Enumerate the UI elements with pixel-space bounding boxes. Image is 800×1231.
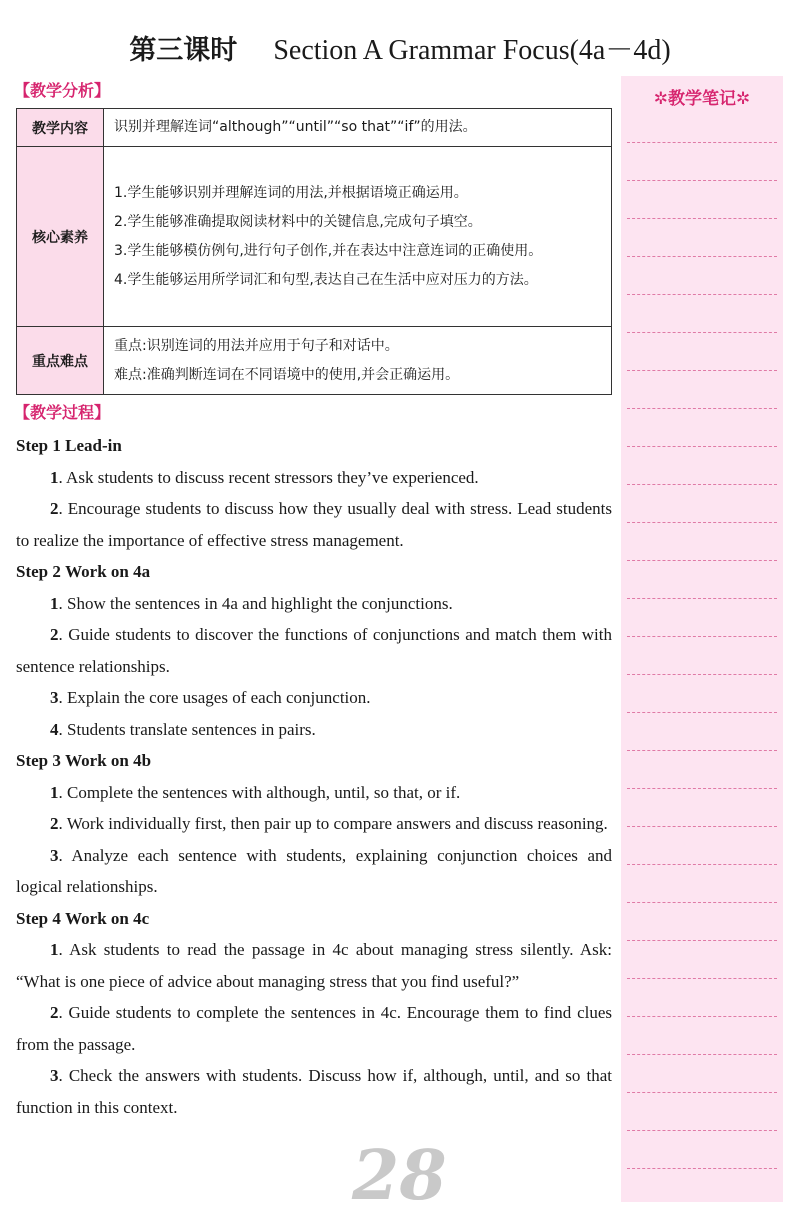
row-line: 2.学生能够准确提取阅读材料中的关键信息,完成句子填空。 [114,213,482,230]
notes-line [627,902,777,903]
notes-line [627,142,777,143]
teaching-process [16,430,612,1123]
row-label: 重点难点 [17,327,104,395]
notes-line [627,370,777,371]
notes-line [627,294,777,295]
step-heading [16,903,612,935]
table-row [17,109,612,147]
notes-line [627,1092,777,1093]
row-content [104,147,612,327]
step-item: 3. Analyze each sentence with students, explaining conjunction choices and logical relationships. [16,845,612,896]
notes-line [627,864,777,865]
step-item: 3. Check the answers with students. Discuss how if, although, until, and so that function in this context. [16,1066,612,1117]
step-label: Step 2 [16,562,61,581]
step-item: 4. Students translate sentences in pairs. [50,719,316,739]
notes-column [621,76,783,1202]
step-item: 3. Explain the core usages of each conjunction. [50,688,371,707]
notes-line [627,674,777,675]
row-label: 教学内容 [17,109,104,147]
step-heading [16,745,612,777]
step-item: 2. Work individually first, then pair up to compare answers and discuss reasoning. [50,814,608,833]
lesson-title [0,28,800,68]
notes-line [627,484,777,485]
analysis-heading: 【教学分析】 [14,81,111,100]
step-label: Step 3 [16,751,61,770]
notes-line [627,826,777,827]
notes-line [627,712,777,713]
row-line: 4.学生能够运用所学词汇和句型,表达自己在生活中应对压力的方法。 [114,271,538,288]
notes-line [627,180,777,181]
step-heading [16,430,612,462]
process-heading: 【教学过程】 [14,403,111,422]
notes-line [627,788,777,789]
step-item: 1. Show the sentences in 4a and highlight the conjunctions. [50,593,453,613]
notes-line [627,408,777,409]
step-title: Work on 4a [65,562,151,581]
row-content [104,327,612,395]
table-row [17,147,612,327]
step-item: 2. Guide students to complete the sentences in 4c. Encourage them to find clues from the passage. [16,1003,612,1054]
step-item: 2. Encourage students to discuss how they usually deal with stress. Lead students to realize the importance of effective stress management. [16,499,612,550]
row-line: 1.学生能够识别并理解连词的用法,并根据语境正确运用。 [114,184,468,201]
notes-line [627,332,777,333]
row-content [104,109,612,147]
step-item: 1. Complete the sentences with although, until, so that, or if. [50,782,461,802]
notes-line [627,522,777,523]
notes-line [627,560,777,561]
notes-line [627,1168,777,1169]
notes-line [627,978,777,979]
step-label: Step 4 [16,908,61,928]
step-title: Lead-in [65,436,122,455]
table-row [17,327,612,395]
row-label: 核心素养 [17,147,104,327]
analysis-table [16,108,612,395]
step-item: 2. Guide students to discover the functions of conjunctions and match them with sentence relationships. [16,625,612,676]
notes-heading: ✲教学笔记✲ [653,89,751,109]
step-title: Work on 4c [65,908,150,928]
step-label: Step 1 [16,436,61,455]
notes-line [627,218,777,219]
lesson-title-en: Section A Grammar Focus(4a－4d) [273,35,671,66]
notes-line [627,1130,777,1131]
step-item: 1. Ask students to read the passage in 4c about managing stress silently. Ask: “What is one piece of advice about managing stress that you find useful?” [16,940,612,991]
step-item: 1. Ask students to discuss recent stressors they’ve experienced. [50,467,479,487]
row-line: 3.学生能够模仿例句,进行句子创作,并在表达中注意连词的正确使用。 [114,242,543,259]
notes-line [627,1016,777,1017]
step-heading [16,556,612,588]
notes-line [627,256,777,257]
notes-line [627,1054,777,1055]
row-line: 重点:识别连词的用法并应用于句子和对话中。 [114,337,399,354]
notes-line [627,940,777,941]
row-line: 难点:准确判断连词在不同语境中的使用,并会正确运用。 [114,366,460,383]
step-title: Work on 4b [65,751,152,770]
notes-line [627,636,777,637]
row-line: 识别并理解连词“although”“until”“so that”“if”的用法。 [114,119,477,135]
notes-line [627,598,777,599]
notes-line [627,446,777,447]
lesson-title-cn: 第三课时 [129,35,238,66]
notes-line [627,750,777,751]
page-number: 28 [352,1136,447,1216]
